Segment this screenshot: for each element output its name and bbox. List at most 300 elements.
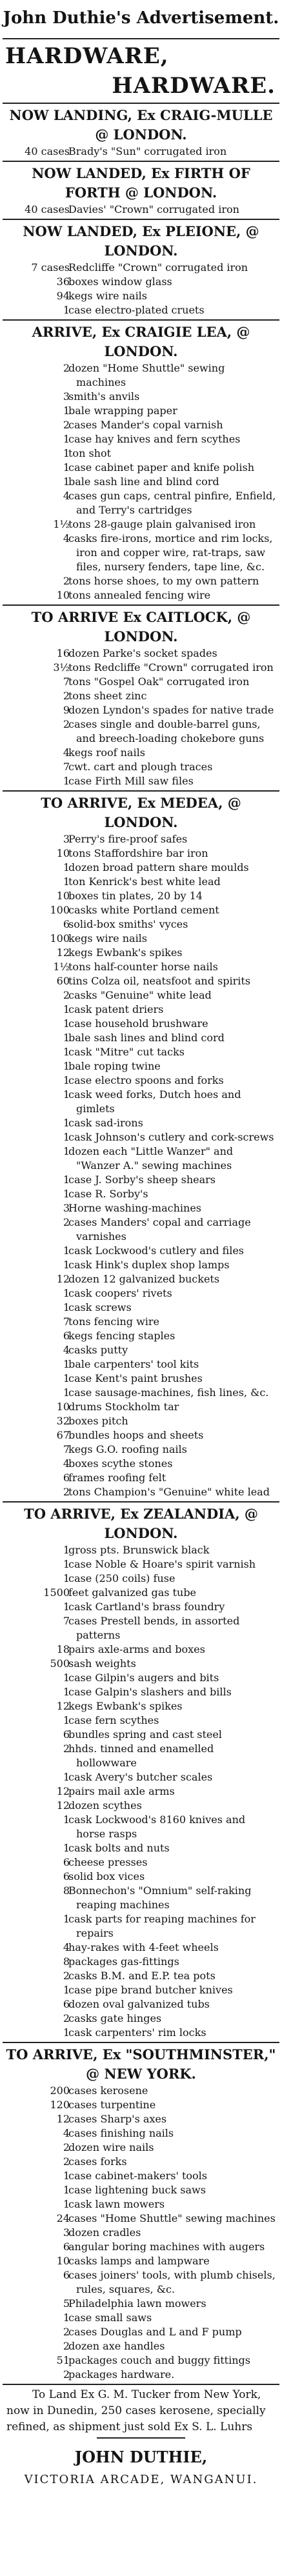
list-item	[0, 1586, 282, 1600]
list-item	[0, 1244, 282, 1258]
list-item	[0, 1671, 282, 1685]
list-item	[0, 2212, 282, 2226]
item-quantity: 1	[63, 304, 70, 316]
item-description: case Kent's paint brushes	[68, 1372, 203, 1384]
item-quantity: 2	[63, 1742, 70, 1755]
item-quantity: 1	[63, 2026, 70, 2039]
item-description: bale sash lines and blind cord	[68, 1032, 225, 1044]
item-description: cases Manders' copal and carriage varnishes	[68, 1216, 251, 1243]
item-description: casks putty	[68, 1344, 128, 1356]
item-description: bundles spring and cast steel	[68, 1728, 222, 1741]
item-quantity: 4	[63, 1457, 70, 1470]
item-description: cask bolts and nuts	[68, 1842, 170, 1854]
item-description: bale carpenters' tool kits	[68, 1358, 199, 1370]
list-item	[0, 846, 282, 861]
item-quantity: 2	[63, 419, 70, 431]
footer-note: To Land Ex G. M. Tucker from New York, now in Dunedin, 250 cases kerosene, specially refined, as shipment just sold Ex S. L. Luhrs	[6, 2388, 266, 2433]
list-item	[0, 774, 282, 788]
item-description: kegs fencing staples	[68, 1330, 176, 1342]
section-rule	[0, 2040, 282, 2045]
item-quantity: 1	[63, 1672, 70, 1684]
item-description: pairs axle-arms and boxes	[68, 1643, 205, 1655]
item-quantity: 1	[63, 861, 70, 874]
item-description: case electro spoons and forks	[68, 1074, 224, 1086]
list-item	[0, 861, 282, 875]
item-description: kegs Ewbank's spikes	[68, 1700, 183, 1712]
section-heading: NOW LANDING, Ex CRAIG-MULLE @ LONDON.	[9, 107, 273, 143]
item-description: cases gun caps, central pinfire, Enfield, and Terry's cartridges	[68, 490, 276, 516]
list-item	[0, 418, 282, 432]
item-quantity: 7	[63, 1615, 70, 1627]
list-item	[0, 1642, 282, 1657]
item-quantity: 1	[63, 1601, 70, 1613]
shipment-section	[0, 106, 282, 159]
item-description: casks lamps and lampware	[68, 2255, 210, 2267]
item-description: smith's anvils	[68, 390, 140, 403]
item-description: case J. Sorby's sheep shears	[68, 1173, 216, 1186]
section-rule	[0, 159, 282, 164]
item-description: cask patent driers	[68, 1003, 164, 1015]
item-description: case hay knives and fern scythes	[68, 433, 241, 445]
item-quantity: 4	[63, 1941, 70, 1953]
list-item	[0, 2183, 282, 2197]
item-quantity: 1	[63, 461, 70, 474]
list-item	[0, 1983, 282, 1997]
item-quantity: 12	[56, 1273, 70, 1285]
list-item	[0, 2084, 282, 2098]
item-quantity: 2	[63, 2368, 70, 2381]
item-quantity: 18	[56, 1643, 70, 1655]
item-quantity: 1	[63, 1544, 70, 1556]
list-item	[0, 1799, 282, 1813]
item-quantity: 67	[56, 1429, 70, 1441]
item-description: kegs roof nails	[68, 746, 145, 759]
item-description: casks fire-irons, mortice and rim locks, iron and copper wire, rat-traps, saw files, nursery fenders, tape line, &c.	[68, 532, 273, 573]
item-quantity: 1½	[53, 518, 70, 530]
list-item	[0, 2353, 282, 2368]
list-item	[0, 303, 282, 317]
list-item	[0, 446, 282, 461]
list-item	[0, 875, 282, 889]
item-quantity: 10	[56, 589, 70, 601]
item-description: case household brushware	[68, 1017, 208, 1030]
item-description: tins Colza oil, neatsfoot and spirits	[68, 975, 251, 987]
item-description: hay-rakes with 4-feet wheels	[68, 1941, 219, 1953]
item-quantity: 7 cases	[31, 261, 70, 274]
list-item	[0, 261, 282, 275]
list-item	[0, 1130, 282, 1144]
list-item	[0, 2368, 282, 2382]
list-item	[0, 832, 282, 846]
item-description: tons horse shoes, to my own pattern	[68, 575, 259, 587]
item-quantity: 1	[63, 1287, 70, 1299]
item-quantity: 1	[63, 1771, 70, 1783]
item-quantity: 2	[63, 1970, 70, 1982]
item-quantity: 1	[63, 1017, 70, 1030]
list-item	[0, 1713, 282, 1728]
section-rule	[0, 2382, 282, 2387]
advertisement-header: John Duthie's Advertisement.	[3, 8, 279, 28]
item-quantity: 1	[63, 433, 70, 445]
item-quantity: 1	[63, 2184, 70, 2196]
item-description: cask Lockwood's 8160 knives and horse rasps	[68, 1813, 246, 1840]
section-heading: TO ARRIVE, Ex "SOUTHMINSTER," @ NEW YORK.	[6, 2046, 276, 2082]
item-quantity: 1	[63, 1558, 70, 1570]
section-rule	[0, 217, 282, 222]
item-description: cask carpenters' rim locks	[68, 2026, 206, 2039]
list-item	[0, 717, 282, 746]
item-quantity: 1	[63, 1046, 70, 1058]
item-quantity: 100	[50, 904, 70, 916]
list-item	[0, 1557, 282, 1572]
shipment-section	[0, 2045, 282, 2382]
item-quantity: 1	[63, 1686, 70, 1698]
item-description: case (250 coils) fuse	[68, 1572, 176, 1584]
item-description: cheese presses	[68, 1856, 148, 1868]
item-description: Davies' "Crown" corrugated iron	[68, 203, 239, 215]
item-description: tons Champion's "Genuine" white lead	[68, 1486, 270, 1498]
item-description: packages gas-fittings	[68, 1955, 179, 1968]
item-quantity: 1	[63, 1188, 70, 1200]
list-item	[0, 574, 282, 588]
item-quantity: 1	[63, 1259, 70, 1271]
item-description: tons annealed fencing wire	[68, 589, 211, 601]
section-heading: NOW LANDED, Ex PLEIONE, @ LONDON.	[23, 223, 259, 259]
list-item	[0, 917, 282, 932]
item-quantity: 36	[56, 275, 70, 288]
item-description: case Galpin's slashers and bills	[68, 1686, 232, 1698]
item-quantity: 4	[63, 2127, 70, 2139]
item-description: case R. Sorby's	[68, 1188, 148, 1200]
shipment-section	[0, 222, 282, 317]
item-quantity: 12	[56, 2113, 70, 2125]
list-item	[0, 1457, 282, 1471]
list-item	[0, 588, 282, 603]
item-quantity: 6	[63, 1870, 70, 1882]
item-quantity: 3	[63, 833, 70, 845]
list-item	[0, 1400, 282, 1414]
list-item	[0, 1884, 282, 1912]
item-description: cask lawn mowers	[68, 2198, 165, 2210]
item-quantity: 2	[63, 2012, 70, 2024]
section-heading: ARRIVE, Ex CRAIGIE LEA, @ LONDON.	[32, 324, 250, 359]
item-description: cask Hink's duplex shop lamps	[68, 1259, 230, 1271]
item-description: casks "Genuine" white lead	[68, 989, 212, 1001]
item-description: packages hardware.	[68, 2368, 175, 2381]
item-quantity: 12	[56, 1799, 70, 1812]
item-quantity: 1	[63, 1372, 70, 1384]
item-description: dozen each "Little Wanzer" and "Wanzer A." sewing machines	[68, 1145, 234, 1172]
item-description: cask screws	[68, 1301, 132, 1313]
list-item	[0, 404, 282, 418]
header-rule	[0, 36, 282, 41]
list-item	[0, 689, 282, 703]
list-item	[0, 2339, 282, 2353]
item-description: dozen Parke's socket spades	[68, 647, 217, 659]
list-item	[0, 2155, 282, 2169]
signature: JOHN DUTHIE,	[74, 2448, 208, 2466]
item-quantity: 6	[63, 918, 70, 930]
list-item	[0, 275, 282, 289]
hardware-title-1: HARDWARE,	[5, 43, 169, 69]
item-quantity: 1	[63, 1244, 70, 1257]
item-description: boxes tin plates, 20 by 14	[68, 890, 203, 902]
item-description: cases forks	[68, 2155, 127, 2168]
item-description: cask weed forks, Dutch hoes and gimlets	[68, 1088, 241, 1115]
item-quantity: 7	[63, 1315, 70, 1328]
item-quantity: 1	[63, 1145, 70, 1157]
list-item	[0, 1272, 282, 1286]
item-quantity: 2	[63, 362, 70, 374]
shipment-sections	[0, 101, 282, 2387]
item-description: bundles hoops and sheets	[68, 1429, 204, 1441]
item-quantity: 2	[63, 2340, 70, 2352]
item-quantity: 32	[56, 1415, 70, 1427]
item-description: Redcliffe "Crown" corrugated iron	[68, 261, 248, 274]
list-item	[0, 2169, 282, 2183]
list-item	[0, 1144, 282, 1173]
list-item	[0, 1031, 282, 1045]
item-description: Brady's "Sun" corrugated iron	[68, 145, 227, 157]
item-description: dozen cradles	[68, 2226, 141, 2239]
list-item	[0, 988, 282, 1003]
list-item	[0, 1201, 282, 1215]
list-item	[0, 1614, 282, 1642]
list-item	[0, 889, 282, 903]
list-item	[0, 1059, 282, 1073]
item-quantity: 94	[56, 290, 70, 302]
item-description: case lightening buck saws	[68, 2184, 206, 2196]
item-description: ton Kenrick's best white lead	[68, 875, 221, 888]
item-quantity: 1	[63, 2311, 70, 2324]
item-quantity: 6	[63, 1856, 70, 1868]
list-item	[0, 2240, 282, 2254]
list-item	[0, 1187, 282, 1201]
item-description: cases turpentine	[68, 2099, 156, 2111]
list-item	[0, 960, 282, 974]
item-description: case Firth Mill saw files	[68, 775, 194, 787]
list-item	[0, 432, 282, 446]
item-description: gross pts. Brunswick black	[68, 1544, 210, 1556]
list-item	[0, 1997, 282, 2012]
item-quantity: 3	[63, 2226, 70, 2239]
item-description: casks gate hinges	[68, 2012, 162, 2024]
item-description: boxes window glass	[68, 275, 172, 288]
list-item	[0, 1572, 282, 1586]
section-rule	[0, 317, 282, 323]
item-description: case fern scythes	[68, 1714, 159, 1726]
item-quantity: 1	[63, 775, 70, 787]
list-item	[0, 1471, 282, 1485]
item-description: kegs wire nails	[68, 932, 148, 944]
list-item	[0, 289, 282, 303]
section-heading: NOW LANDED, Ex FIRTH OF FORTH @ LONDON.	[32, 165, 250, 201]
item-quantity: 2	[63, 718, 70, 730]
item-quantity: 1	[63, 1117, 70, 1129]
list-item	[0, 760, 282, 774]
list-item	[0, 1955, 282, 1969]
item-quantity: 1500	[43, 1586, 70, 1599]
item-quantity: 1	[63, 1572, 70, 1584]
item-quantity: 1	[63, 2198, 70, 2210]
list-item	[0, 1017, 282, 1031]
list-item	[0, 1600, 282, 1614]
list-item	[0, 2126, 282, 2141]
item-description: angular boring machines with augers	[68, 2241, 265, 2253]
list-item	[0, 974, 282, 988]
item-description: Bonnechon's "Omnium" self-raking reaping machines	[68, 1884, 252, 1911]
list-item	[0, 1870, 282, 1884]
section-rule	[0, 788, 282, 794]
section-rule	[0, 1499, 282, 1504]
list-item	[0, 2026, 282, 2040]
list-item	[0, 903, 282, 917]
item-quantity: 1½	[53, 961, 70, 973]
item-description: Horne washing-machines	[68, 1202, 201, 1214]
item-description: feet galvanized gas tube	[68, 1586, 197, 1599]
list-item	[0, 675, 282, 689]
item-quantity: 1	[63, 1074, 70, 1086]
item-quantity: 60	[56, 975, 70, 987]
shipment-section	[0, 608, 282, 788]
list-item	[0, 1343, 282, 1357]
item-description: dozen broad pattern share moulds	[68, 861, 249, 874]
section-rule	[0, 603, 282, 608]
item-description: cases finishing nails	[68, 2127, 174, 2139]
item-description: cask parts for reaping machines for repairs	[68, 1913, 256, 1939]
item-description: frames roofing felt	[68, 1472, 166, 1484]
list-item	[0, 1301, 282, 1315]
item-description: boxes scythe stones	[68, 1457, 173, 1470]
item-description: tons 28-gauge plain galvanised iron	[68, 518, 256, 530]
section-heading: TO ARRIVE, Ex ZEALANDIA, @ LONDON.	[24, 1506, 258, 1541]
item-quantity: 10	[56, 890, 70, 902]
item-quantity: 6	[63, 1728, 70, 1741]
item-quantity: 1	[63, 1386, 70, 1399]
list-item	[0, 1003, 282, 1017]
list-item	[0, 2226, 282, 2240]
item-quantity: 2	[63, 1486, 70, 1498]
item-description: dozen scythes	[68, 1799, 142, 1812]
list-item	[0, 2112, 282, 2126]
item-quantity: 12	[56, 1700, 70, 1712]
item-description: kegs wire nails	[68, 290, 148, 302]
item-quantity: 10	[56, 1401, 70, 1413]
list-item	[0, 203, 282, 217]
list-item	[0, 2012, 282, 2026]
item-description: cases kerosene	[68, 2084, 148, 2097]
item-description: sash weights	[68, 1657, 136, 1670]
list-item	[0, 1173, 282, 1187]
item-quantity: 1	[63, 1032, 70, 1044]
item-quantity: 1	[63, 1131, 70, 1143]
item-quantity: 51	[56, 2354, 70, 2366]
item-description: cask Avery's butcher scales	[68, 1771, 213, 1783]
list-item	[0, 1428, 282, 1443]
item-quantity: 2	[63, 2155, 70, 2168]
section-rule	[0, 101, 282, 106]
item-quantity: 1	[63, 1060, 70, 1072]
list-item	[0, 361, 282, 390]
item-description: cases "Home Shuttle" sewing machines	[68, 2212, 276, 2224]
shipment-section	[0, 164, 282, 217]
list-item	[0, 1116, 282, 1130]
item-description: cask Johnson's cutlery and cork-screws	[68, 1131, 274, 1143]
list-item	[0, 1685, 282, 1699]
item-description: Perry's fire-proof safes	[68, 833, 188, 845]
list-item	[0, 2141, 282, 2155]
list-item	[0, 946, 282, 960]
item-quantity: 100	[50, 932, 70, 944]
item-description: bale roping twine	[68, 1060, 161, 1072]
item-quantity: 1	[63, 875, 70, 888]
item-description: hhds. tinned and enamelled hollowware	[68, 1742, 214, 1769]
hardware-title-2: HARDWARE.	[112, 73, 276, 99]
item-quantity: 7	[63, 761, 70, 773]
list-item	[0, 661, 282, 675]
item-quantity: 2	[63, 2141, 70, 2153]
item-quantity: 5	[63, 2297, 70, 2310]
list-item	[0, 390, 282, 404]
item-quantity: 1	[63, 1358, 70, 1370]
list-item	[0, 1855, 282, 1870]
item-quantity: 3½	[53, 661, 70, 674]
item-quantity: 3	[63, 1202, 70, 1214]
list-item	[0, 1813, 282, 1841]
item-quantity: 1	[63, 1003, 70, 1015]
list-item	[0, 746, 282, 760]
shipment-section	[0, 1504, 282, 2040]
list-item	[0, 475, 282, 489]
item-quantity: 2	[63, 690, 70, 702]
list-item	[0, 489, 282, 517]
item-description: cask Cartland's brass foundry	[68, 1601, 225, 1613]
item-description: case cabinet-makers' tools	[68, 2170, 207, 2182]
item-description: solid-box smiths' vyces	[68, 918, 188, 930]
list-item	[0, 1073, 282, 1088]
item-quantity: 8	[63, 1884, 70, 1897]
item-description: ton shot	[68, 447, 112, 459]
item-quantity: 1	[63, 1088, 70, 1101]
item-description: case Noble & Hoare's spirit varnish	[68, 1558, 256, 1570]
item-quantity: 200	[50, 2084, 70, 2097]
item-description: case pipe brand butcher knives	[68, 1984, 233, 1996]
list-item	[0, 145, 282, 159]
list-item	[0, 1372, 282, 1386]
list-item	[0, 1088, 282, 1116]
list-item	[0, 703, 282, 717]
item-description: drums Stockholm tar	[68, 1401, 179, 1413]
list-item	[0, 1841, 282, 1855]
address: VICTORIA ARCADE, WANGANUI.	[24, 2473, 258, 2486]
item-description: tons "Gospel Oak" corrugated iron	[68, 675, 250, 688]
item-quantity: 4	[63, 490, 70, 502]
section-heading: TO ARRIVE, Ex MEDEA, @ LONDON.	[41, 795, 241, 830]
item-description: case Gilpin's augers and bits	[68, 1672, 219, 1684]
list-item	[0, 461, 282, 475]
footer-rule	[0, 2435, 282, 2441]
item-description: bale sash line and blind cord	[68, 475, 219, 488]
item-quantity: 2	[63, 2326, 70, 2338]
item-quantity: 4	[63, 1344, 70, 1356]
item-quantity: 120	[50, 2099, 70, 2111]
item-quantity: 1	[63, 447, 70, 459]
item-quantity: 4	[63, 532, 70, 544]
list-item	[0, 1770, 282, 1784]
list-item	[0, 2197, 282, 2212]
item-description: cases joiners' tools, with plumb chisels, rules, squares, &c.	[68, 2269, 276, 2295]
item-description: casks B.M. and E.P. tea pots	[68, 1970, 216, 1982]
